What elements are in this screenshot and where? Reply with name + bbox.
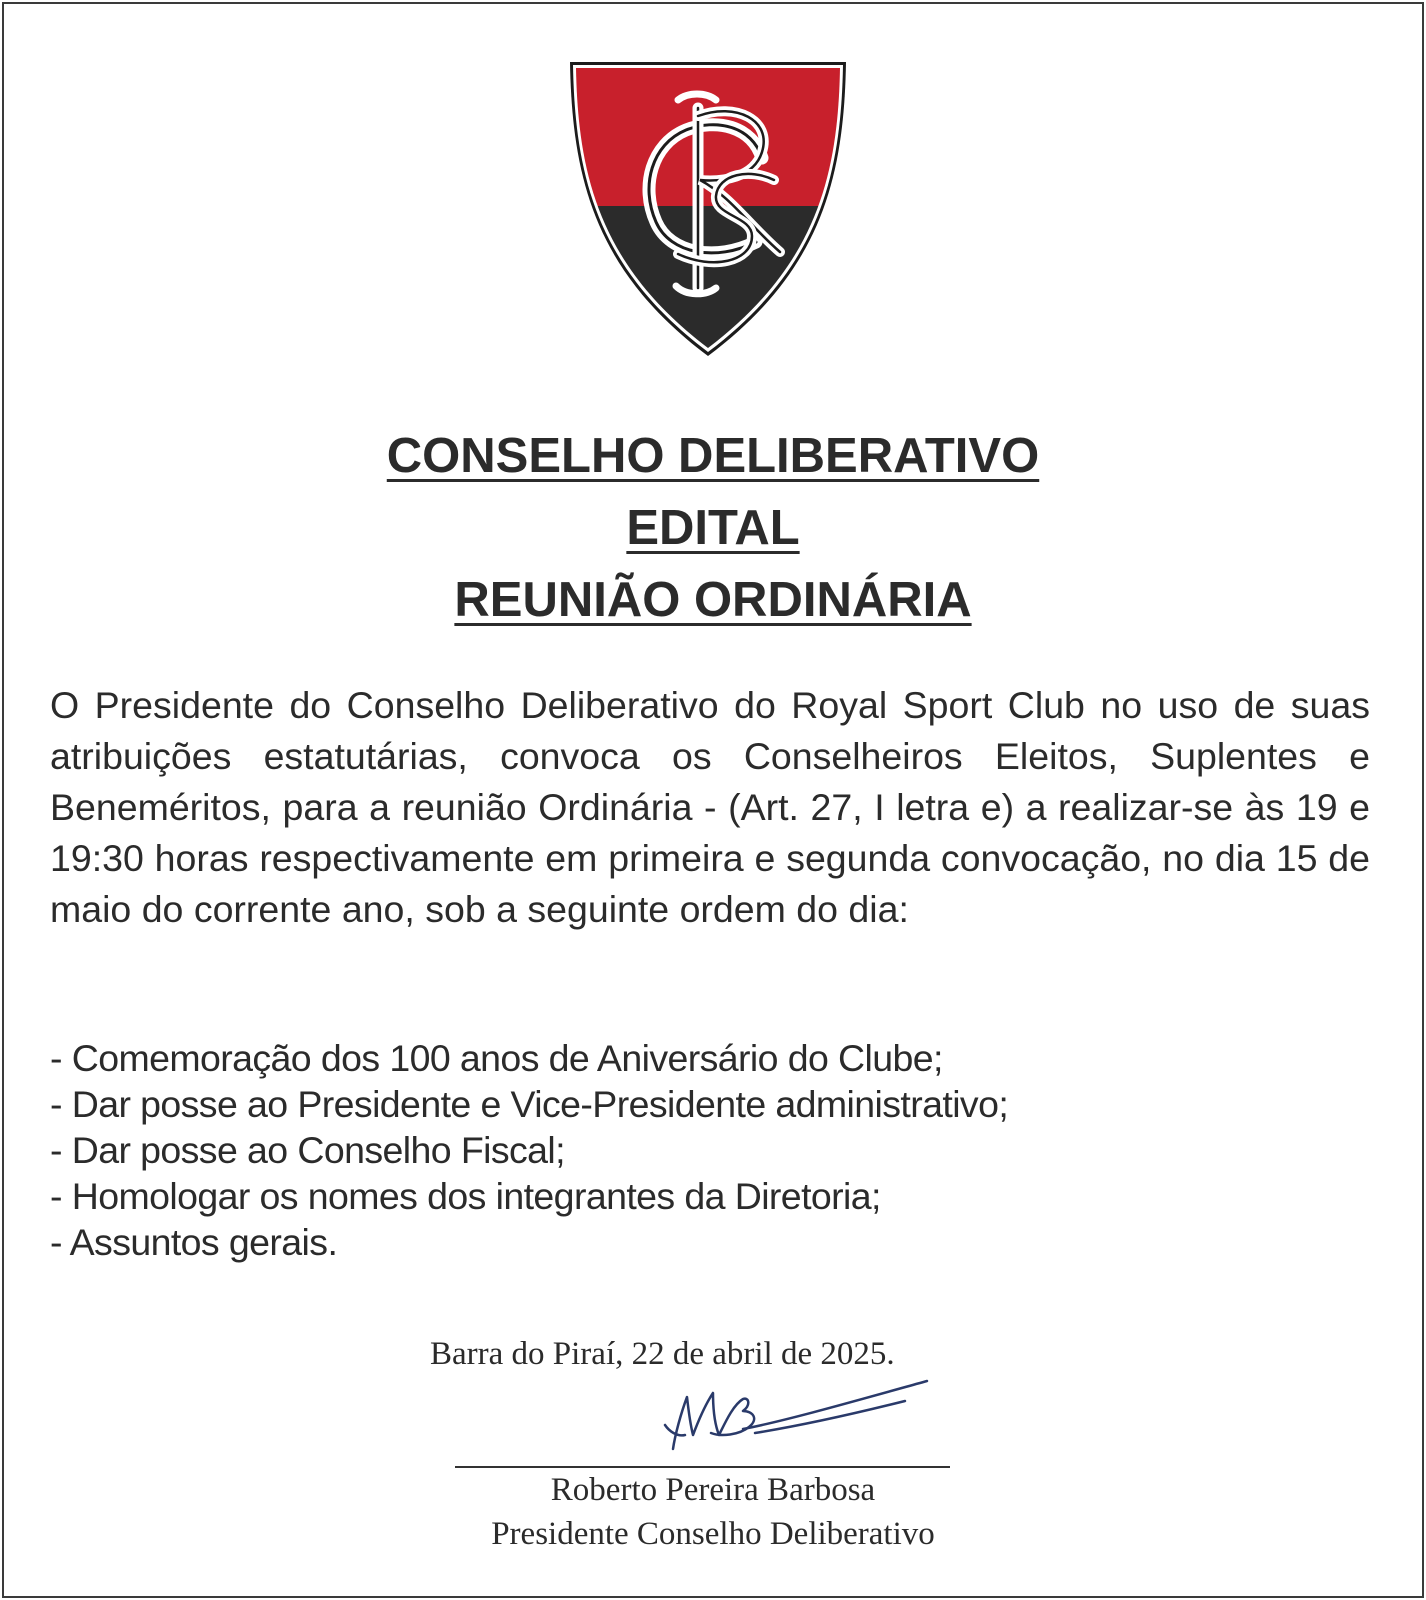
signature-line xyxy=(455,1466,950,1468)
agenda-item: - Homologar os nomes dos integrantes da Diretoria; xyxy=(50,1175,881,1217)
place-and-date: Barra do Piraí, 22 de abril de 2025. xyxy=(430,1336,895,1372)
handwritten-signature xyxy=(655,1375,955,1455)
convocation-paragraph: O Presidente do Conselho Deliberativo do Royal Sport Club no uso de suas atribuições estatutárias, convoca os Conselheiros Eleitos, Suplentes e Beneméritos, para a reunião Ordinária - (Art. 27, I letra e) a realizar-se às 19 e 19:30 horas respectivamente em primeira e segunda convocação, no dia 15 de maio do corrente ano, sob a seguinte ordem do dia: xyxy=(50,684,1370,930)
signer-name: Roberto Pereira Barbosa xyxy=(550,1472,876,1508)
agenda-item: - Comemoração dos 100 anos de Aniversário do Clube; xyxy=(50,1037,943,1079)
agenda-item: - Dar posse ao Presidente e Vice-Presidente administrativo; xyxy=(50,1083,1009,1125)
title-meeting: REUNIÃO ORDINÁRIA xyxy=(454,573,972,627)
agenda-item: - Assuntos gerais. xyxy=(50,1221,338,1263)
agenda-list xyxy=(50,1035,1380,1265)
agenda-item: - Dar posse ao Conselho Fiscal; xyxy=(50,1129,565,1171)
signer-role: Presidente Conselho Deliberativo xyxy=(491,1516,935,1552)
title-council: CONSELHO DELIBERATIVO xyxy=(386,429,1040,483)
title-block xyxy=(0,420,1426,636)
club-crest-icon xyxy=(566,56,850,360)
title-edital: EDITAL xyxy=(626,501,800,555)
